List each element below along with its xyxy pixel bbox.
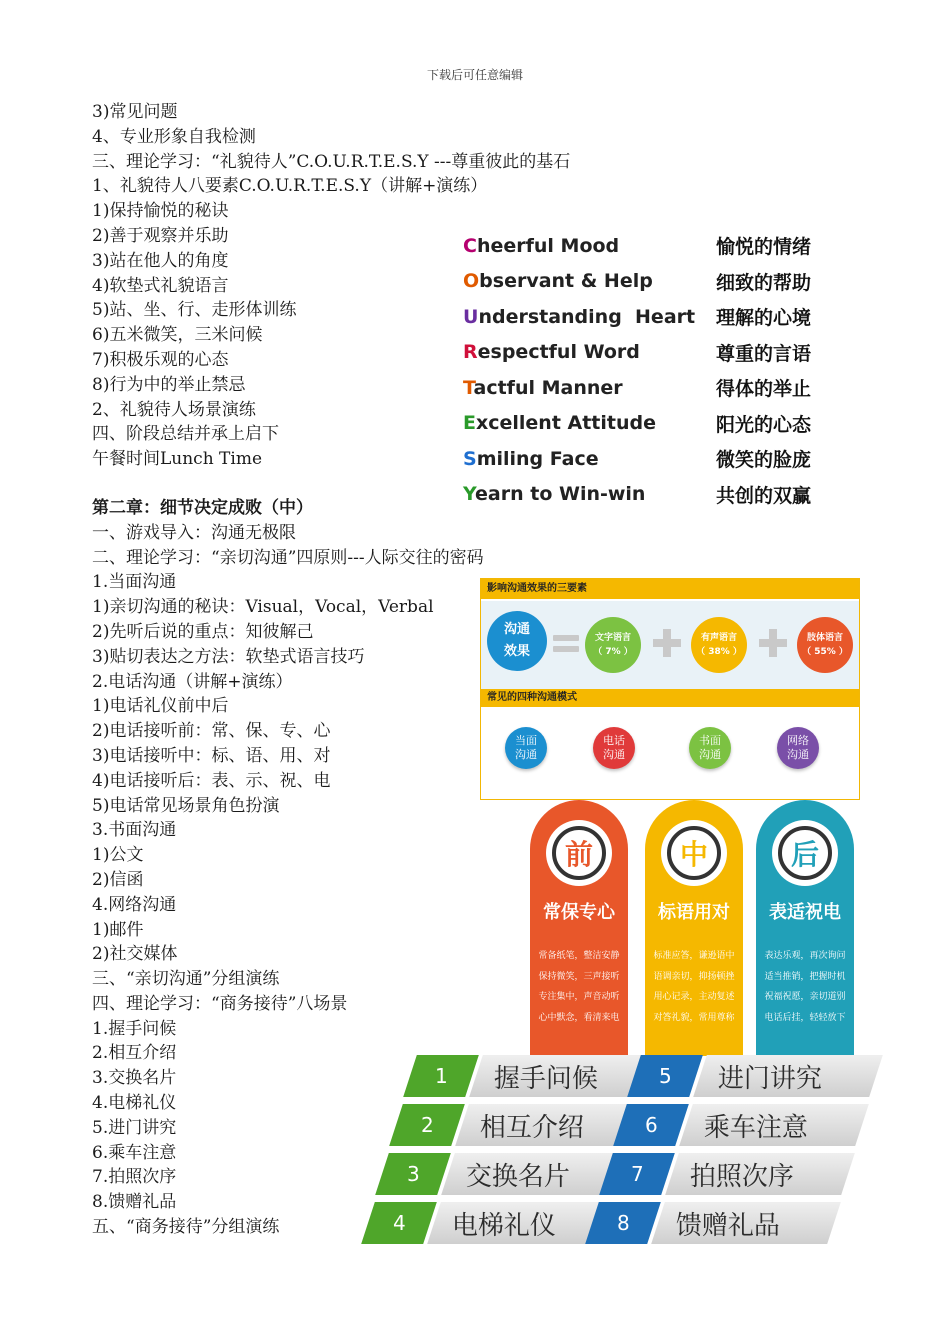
courtesy-english <box>463 377 716 399</box>
text-line: 2、礼貌待人场景演练 <box>92 399 256 420</box>
phone-desc-line: 适当推销，把握时机 <box>764 971 846 982</box>
courtesy-word: actful Manner <box>473 376 623 399</box>
text-line: 8)行为中的举止禁忌 <box>92 374 246 395</box>
text-line: 1.当面沟通 <box>92 572 177 593</box>
lang-name: 文字语言 <box>594 633 631 643</box>
courtesy-english <box>463 412 716 434</box>
comm-title-modes: 常见的四种沟通模式 <box>481 689 859 707</box>
scene-number: 7 <box>599 1153 675 1195</box>
phone-circle <box>661 820 727 886</box>
phone-char: 前 <box>552 826 606 880</box>
courtesy-row <box>463 477 843 513</box>
text-line: 6.乘车注意 <box>92 1142 177 1163</box>
mode-label: 电话 <box>603 734 625 747</box>
courtesy-chinese: 理解的心境 <box>716 307 812 330</box>
lang-circle-body <box>797 617 853 673</box>
courtesy-word: espectful Word <box>477 341 640 364</box>
courtesy-english <box>463 483 716 505</box>
mode-written <box>689 727 731 769</box>
phone-desc-line: 祝福祝愿，亲切道别 <box>764 992 846 1002</box>
lang-pct: （ 38% ） <box>696 647 742 657</box>
lang-pct: （ 7% ） <box>593 647 633 657</box>
text-line: 2)社交媒体 <box>92 944 178 965</box>
text-line: 一、游戏导入：沟通无极限 <box>92 522 296 543</box>
courtesy-chinese: 得体的举止 <box>716 378 812 401</box>
text-line: 2)电话接听前：常、保、专、心 <box>92 721 331 742</box>
phone-char: 后 <box>778 826 832 880</box>
text-line: 5)电话常见场景角色扮演 <box>92 795 280 816</box>
phone-title: 表适祝电 <box>769 902 841 923</box>
phone-desc-line: 标准应答，谦逊语中 <box>653 951 735 961</box>
courtesy-word: miling Face <box>476 447 599 470</box>
phone-desc-line: 表达乐观，再次询问 <box>764 951 846 961</box>
lang-name: 肢体语言 <box>806 633 843 643</box>
scene-number: 3 <box>375 1153 451 1195</box>
phone-desc-line: 用心记录，主动复述 <box>653 992 735 1002</box>
courtesy-english <box>463 448 716 470</box>
scene-label: 进门讲究 <box>693 1055 883 1097</box>
text-line: 5)站、坐、行、走形体训练 <box>92 300 297 321</box>
courtesy-letter: E <box>463 412 476 435</box>
text-line: 4)电话接听后：表、示、祝、电 <box>92 770 331 791</box>
effect-circle <box>487 611 547 671</box>
text-line: 4、专业形象自我检测 <box>92 126 256 147</box>
phone-desc <box>760 946 850 1028</box>
mode-phone <box>593 727 635 769</box>
text-line: 3.交换名片 <box>92 1068 177 1089</box>
text-line: 二、理论学习：“亲切沟通”四原则---人际交往的密码 <box>92 547 484 568</box>
phone-title: 常保专心 <box>543 902 615 923</box>
courtesy-word: heerful Mood <box>476 234 620 257</box>
text-line: 7)积极乐观的心态 <box>92 349 229 370</box>
text-line: 1)亲切沟通的秘诀：Visual，Vocal，Verbal <box>92 597 434 618</box>
plus-icon <box>653 629 681 657</box>
phone-desc-line: 心中默念，看清来电 <box>538 1012 620 1023</box>
courtesy-row <box>463 264 843 300</box>
text-line: 4.网络沟通 <box>92 894 177 915</box>
communication-panel <box>480 578 860 800</box>
phone-circle <box>546 820 612 886</box>
courtesy-letter: O <box>463 270 480 293</box>
phone-title: 标语用对 <box>658 902 730 923</box>
text-line: 四、阶段总结并承上启下 <box>92 424 279 445</box>
scene-item <box>368 1202 610 1244</box>
scene-number: 4 <box>361 1202 437 1244</box>
text-line: 4)软垫式礼貌语言 <box>92 275 229 296</box>
courtesy-chinese: 共创的双赢 <box>716 484 812 507</box>
courtesy-word: nderstanding Heart <box>478 305 696 328</box>
comm-title-elements: 影响沟通效果的三要素 <box>481 579 859 599</box>
courtesy-row <box>463 335 843 371</box>
scene-label: 拍照次序 <box>665 1153 855 1195</box>
courtesy-word: earn to Win-win <box>475 483 646 506</box>
phone-char: 中 <box>667 826 721 880</box>
courtesy-chinese: 尊重的言语 <box>716 342 812 365</box>
mode-label: 书面 <box>699 734 721 747</box>
phone-desc-line: 保持微笑，三声接听 <box>538 971 620 982</box>
lang-circle-text <box>585 617 641 673</box>
courtesy-row <box>463 370 843 406</box>
text-line: 2.电话沟通（讲解+演练） <box>92 671 293 692</box>
scene-item <box>410 1055 652 1097</box>
scene-number: 6 <box>613 1104 689 1146</box>
scene-label: 相互介绍 <box>455 1104 645 1146</box>
text-line: 6)五米微笑，三米问候 <box>92 325 263 346</box>
scene-label: 交换名片 <box>441 1153 631 1195</box>
phone-desc-line: 电话后挂，轻轻放下 <box>764 1012 846 1023</box>
scene-item <box>634 1055 876 1097</box>
courtesy-table <box>463 228 843 512</box>
courtesy-chinese: 细致的帮助 <box>716 271 812 294</box>
text-line: 3)站在他人的角度 <box>92 250 229 271</box>
courtesy-english <box>463 306 716 328</box>
text-line: 3)贴切表达之方法：软垫式语言技巧 <box>92 646 365 667</box>
mode-online <box>777 727 819 769</box>
courtesy-letter: T <box>463 376 474 399</box>
page-header: 下载后可任意编辑 <box>426 68 523 82</box>
mode-label: 沟通 <box>699 748 721 761</box>
text-line: 2)信函 <box>92 869 144 890</box>
chapter-title: 第二章：细节决定成败（中） <box>92 497 313 518</box>
lang-circle-voice <box>691 617 747 673</box>
text-line: 8.馈赠礼品 <box>92 1192 177 1213</box>
mode-label: 沟通 <box>515 748 537 761</box>
phone-column-before <box>530 800 628 1056</box>
mode-label: 网络 <box>787 734 809 747</box>
mode-label: 沟通 <box>603 748 625 761</box>
text-line: 1、礼貌待人八要素C.O.U.R.T.E.S.Y（讲解+演练） <box>92 176 488 197</box>
phone-circle <box>772 820 838 886</box>
courtesy-word: bservant & Help <box>479 270 653 293</box>
text-line: 4.电梯礼仪 <box>92 1093 177 1114</box>
lang-pct: （ 55% ） <box>802 647 848 657</box>
scene-item <box>620 1104 862 1146</box>
mode-label: 沟通 <box>787 748 809 761</box>
lang-name: 有声语言 <box>700 633 737 643</box>
scene-label: 电梯礼仪 <box>427 1202 617 1244</box>
text-line: 2)先听后说的重点：知彼解己 <box>92 621 314 642</box>
text-line: 7.拍照次序 <box>92 1167 177 1188</box>
phone-desc-line: 对答礼貌，常用尊称 <box>653 1012 735 1023</box>
courtesy-english <box>463 270 716 292</box>
equals-icon <box>553 635 579 653</box>
phone-desc-line: 专注集中，声音动听 <box>538 992 620 1002</box>
text-line: 三、理论学习：“礼貌待人”C.O.U.R.T.E.S.Y ---尊重彼此的基石 <box>92 151 571 172</box>
courtesy-row <box>463 406 843 442</box>
scene-label: 握手问候 <box>469 1055 659 1097</box>
courtesy-english <box>463 341 716 363</box>
plus-icon <box>759 629 787 657</box>
effect-bottom: 效果 <box>503 644 530 659</box>
scene-item <box>396 1104 638 1146</box>
phone-desc <box>534 946 624 1028</box>
phone-desc-line: 语调亲切，抑扬顿挫 <box>653 971 735 982</box>
scene-number: 8 <box>585 1202 661 1244</box>
text-line: 2)善于观察并乐助 <box>92 225 229 246</box>
scene-item <box>592 1202 834 1244</box>
scene-number: 1 <box>403 1055 479 1097</box>
mode-face <box>505 727 547 769</box>
scene-item <box>606 1153 848 1195</box>
courtesy-letter: Y <box>463 483 476 506</box>
scene-item <box>382 1153 624 1195</box>
mode-label: 当面 <box>515 734 537 747</box>
courtesy-chinese: 阳光的心态 <box>716 413 812 436</box>
text-line: 午餐时间Lunch Time <box>92 449 263 470</box>
courtesy-chinese: 微笑的脸庞 <box>716 449 812 472</box>
courtesy-letter: S <box>463 447 477 470</box>
phone-column-after <box>756 800 854 1056</box>
scene-number: 5 <box>627 1055 703 1097</box>
scene-label: 乘车注意 <box>679 1104 869 1146</box>
text-line: 三、“亲切沟通”分组演练 <box>92 969 280 990</box>
text-line: 3.书面沟通 <box>92 820 177 841</box>
phone-column-during <box>645 800 743 1056</box>
text-line: 1)电话礼仪前中后 <box>92 696 229 717</box>
phone-desc-line: 常备纸笔，整洁安静 <box>538 951 620 961</box>
courtesy-letter: R <box>463 341 478 364</box>
phone-desc <box>649 946 739 1028</box>
text-line: 3)电话接听中：标、语、用、对 <box>92 745 331 766</box>
courtesy-row <box>463 441 843 477</box>
courtesy-letter: C <box>463 234 477 257</box>
text-line: 2.相互介绍 <box>92 1043 177 1064</box>
courtesy-row <box>463 299 843 335</box>
text-line: 5.进门讲究 <box>92 1117 177 1138</box>
text-line: 3)常见问题 <box>92 102 178 122</box>
scene-label: 馈赠礼品 <box>651 1202 841 1244</box>
courtesy-chinese: 愉悦的情绪 <box>716 236 812 259</box>
text-line: 四、理论学习：“商务接待”八场景 <box>92 993 348 1014</box>
text-line: 1)邮件 <box>92 919 144 940</box>
courtesy-row <box>463 228 843 264</box>
text-line: 1)保持愉悦的秘诀 <box>92 201 229 222</box>
courtesy-english <box>463 235 716 257</box>
effect-top: 沟通 <box>503 622 530 637</box>
text-line: 五、“商务接待”分组演练 <box>92 1217 280 1238</box>
text-line: 1.握手问候 <box>92 1018 177 1039</box>
courtesy-word: xcellent Attitude <box>475 412 657 435</box>
scene-number: 2 <box>389 1104 465 1146</box>
text-line: 1)公文 <box>92 845 144 866</box>
courtesy-letter: U <box>463 305 479 328</box>
